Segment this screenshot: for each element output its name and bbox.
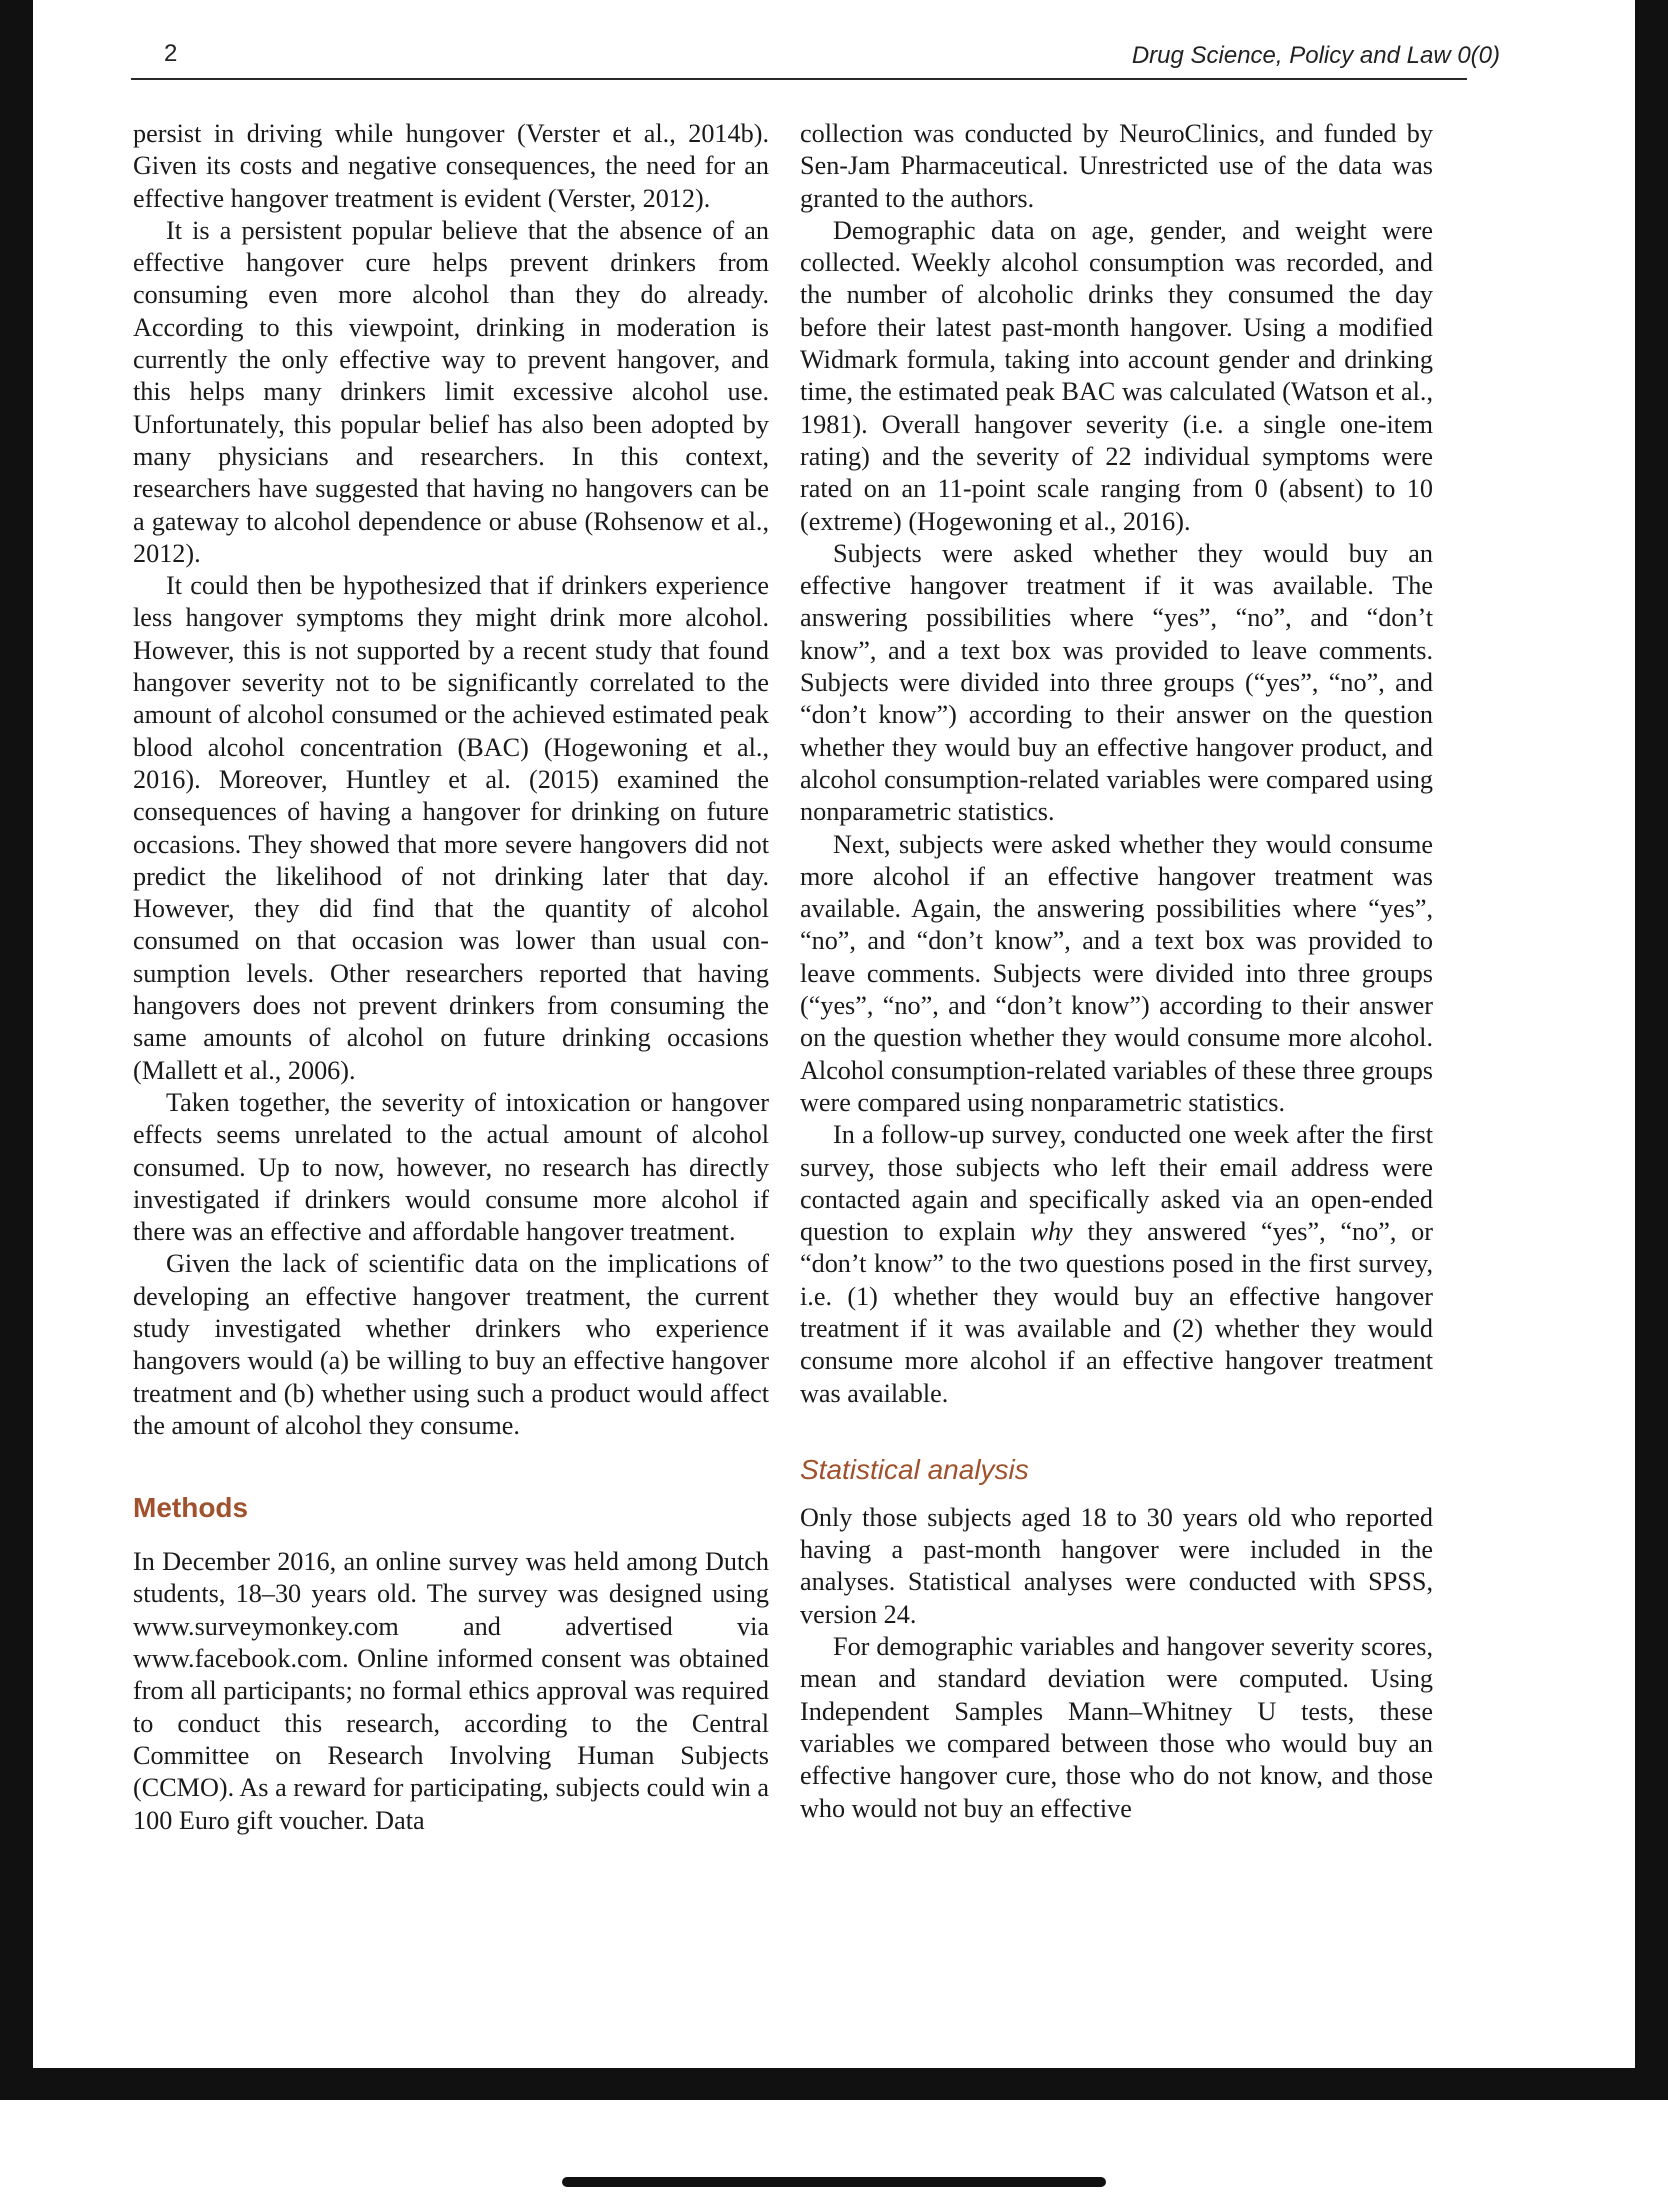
paragraph: persist in driving while hungover (Verster et al., 2014b). Given its costs and negative consequences, the need for an effective hangover treatment is evident (Verster, 2012). [133,119,769,213]
paragraph: For demographic variables and hangover severity scores, mean and standard deviation were computed. Using Independent Samples Mann–Whitney U tests, these variables we compared between those who would buy an effective hangover cure, those who do not know, and those who would not buy an effective [800,1632,1433,1823]
page-number: 2 [164,40,178,67]
paragraph: It is a persistent popular believe that the absence of an effective hangover cure helps prevent drinkers from consuming even more alcohol than they do already. According to this viewpoint, drinking in moderation is currently the only effective way to prevent hangover, and this helps many drinkers limit excessive alcohol use. Unfortunately, this popular belief has also been adopted by many physicians and researchers. In this context, researchers have suggested that having no hangovers can be a gateway to alcohol dependence or abuse (Rohsenow et al., 2012). [133,215,769,568]
paragraph: Subjects were asked whether they would buy an effective hangover treatment if it was available. The answering possibilities where “yes”, “no”, and “don’t know”, and a text box was provided to leave comments. Subjects were divided into three groups (“yes”, “no”, and “don’t know”) according to their answer on the question whether they would buy an effective hangover product, and alcohol consumption-related variables were compared using nonparametric statistics. [800,538,1433,827]
paragraph: Taken together, the severity of intoxication or hangover effects seems unrelated to the actual amount of alcohol consumed. Up to now, however, no research has directly investigated if drinkers would consume more alcohol if there was an effective and affordable hangover treatment. [133,1087,769,1247]
home-indicator[interactable] [562,2177,1106,2187]
statistical-analysis-heading: Statistical analysis [800,1453,1029,1485]
paragraph: Given the lack of scientific data on the implications of developing an effective hangover treatment, the current study investigated whether drinkers who experience hangovers would (a) be willing to buy an effective hangover treatment and (b) whether using such a product would affect the amount of alcohol they consume. [133,1249,769,1440]
text-run: they answered “yes”, “no”, or “don’t know” to the two questions posed in the first survey, i.e. (1) whether they would buy an effective hangover treatment if it was available and (2) whether they would consume more alcohol if an effective hangover treatment was available. [800,1217,1433,1408]
right-column [800,118,1433,1825]
paragraph: Demographic data on age, gender, and weight were collected. Weekly alcohol consumption was recorded, and the number of alcoholic drinks they consumed the day before their latest past-month hangover. Using a modified Widmark formula, taking into account gender and drinking time, the estimated peak BAC was calculated (Watson et al., 1981). Overall hangover severity (i.e. a single one-item rating) and the severity of 22 individual symptoms were rated on an 11-point scale ranging from 0 (absent) to 10 (extreme) (Hogewoning et al., 2016). [800,215,1433,536]
paragraph: Next, subjects were asked whether they would consume more alcohol if an effective hangover treatment was available. Again, the answering possibilities where “yes”, “no”, and “don’t know”, and a text box was provided to leave comments. Subjects were divided into three groups (“yes”, “no”, and “don’t know”) according to their answer on the question whether they would consume more alcohol. Alcohol consumption-related variables of these three groups were compared using nonparametric statistics. [800,829,1433,1117]
paragraph: Only those subjects aged 18 to 30 years old who reported having a past-month hangover were included in the analyses. Statistical analyses were conducted with SPSS, version 24. [800,1502,1433,1629]
paragraph: In December 2016, an online survey was held among Dutch students, 18–30 years old. The survey was designed using www.surveymonkey.com and advertised via www.facebook.com. Online informed consent was obtained from all participants; no formal ethics approval was required to conduct this research, according to the Central Committee on Research Involving Human Subjects (CCMO). As a reward for participating, subjects could win a 100 Euro gift voucher. Data [133,1547,769,1835]
header-rule [131,78,1467,80]
paragraph: collection was conducted by NeuroClinics, and funded by Sen-Jam Pharmaceutical. Unrestricted use of the data was granted to the authors. [800,119,1433,213]
left-column [133,118,769,1837]
methods-heading: Methods [133,1492,249,1524]
text-run: In a follow-up survey, conducted one week after the first survey, those subjects who left their email address were contacted again and specifically asked via an open-ended question to explain [800,1120,1433,1247]
paragraph-followup [800,1119,1433,1410]
journal-title: Drug Science, Policy and Law 0(0) [1131,42,1500,69]
emphasis: why [1030,1217,1073,1247]
paragraph: It could then be hypothesized that if drinkers experience less hangover symptoms they might drink more alcohol. However, this is not supported by a recent study that found hangover severity not to be significantly correlated to the amount of alcohol consumed or the achieved estimated peak blood alcohol concentration (BAC) (Hogewoning et al., 2016). Moreover, Huntley et al. (2015) examined the consequences of having a hangover for drinking on future occasions. They showed that more severe hangovers did not predict the likelihood of not drinking later that day. However, they did find that the quantity of alcohol consumed on that occasion was lower than usual consumption levels. Other researchers reported that having hangovers does not prevent drinkers from consuming the same amounts of alcohol on future drinking occasions (Mallett et al., 2006). [133,571,769,1085]
bottom-bar [0,2100,1668,2204]
